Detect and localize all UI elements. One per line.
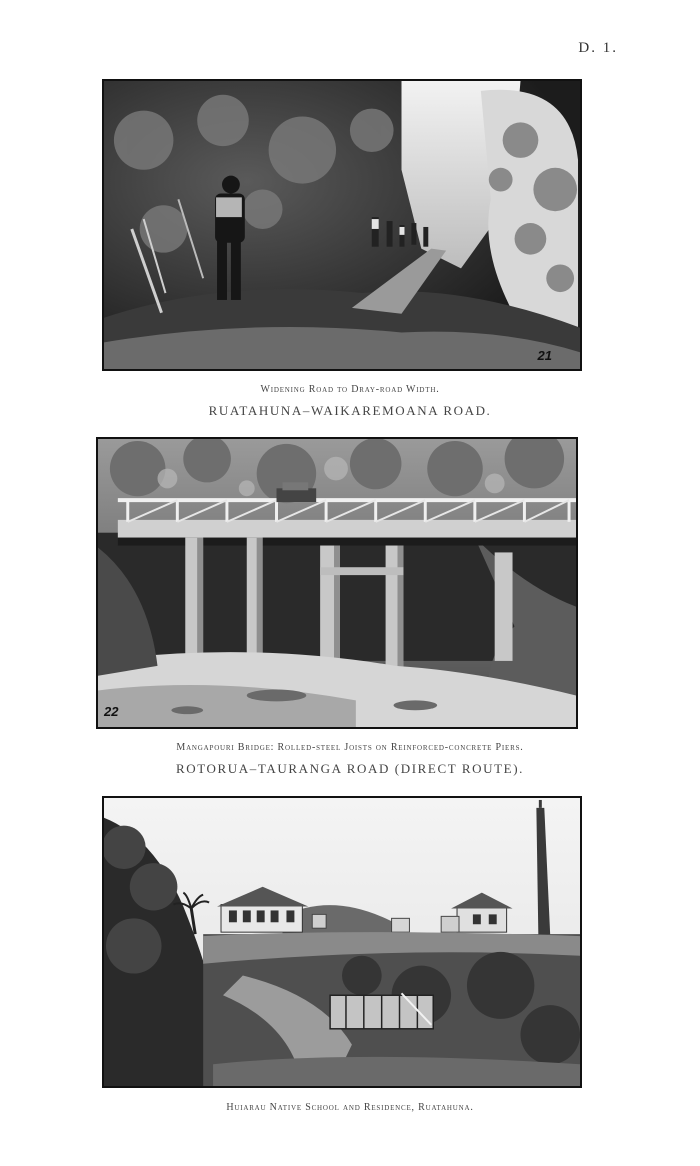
photo-mangapouri-bridge (96, 437, 578, 729)
page-reference: D. 1. (578, 40, 618, 56)
caption-plate-21-line1: Widening Road to Dray-road Width. (260, 384, 440, 395)
bridge-image (98, 439, 576, 727)
caption-plate-22-line1: Mangapouri Bridge: Rolled-steel Joists on Reinforced-concrete Piers. (176, 742, 524, 753)
photo-road-widening (102, 79, 582, 371)
plate-number: 21 (537, 348, 552, 363)
caption-plate-school: Huiarau Native School and Residence, Ruatahuna. (226, 1102, 474, 1113)
caption-plate-22-line2: ROTORUA–TAURANGA ROAD (DIRECT ROUTE). (175, 761, 524, 776)
caption-plate-21-line2: RUATAHUNA–WAIKAREMOANA ROAD. (208, 403, 492, 418)
road-widening-image (104, 81, 580, 369)
photo-huiarau-school (102, 796, 582, 1088)
school-image (104, 798, 580, 1086)
plate-number: 22 (104, 704, 119, 719)
